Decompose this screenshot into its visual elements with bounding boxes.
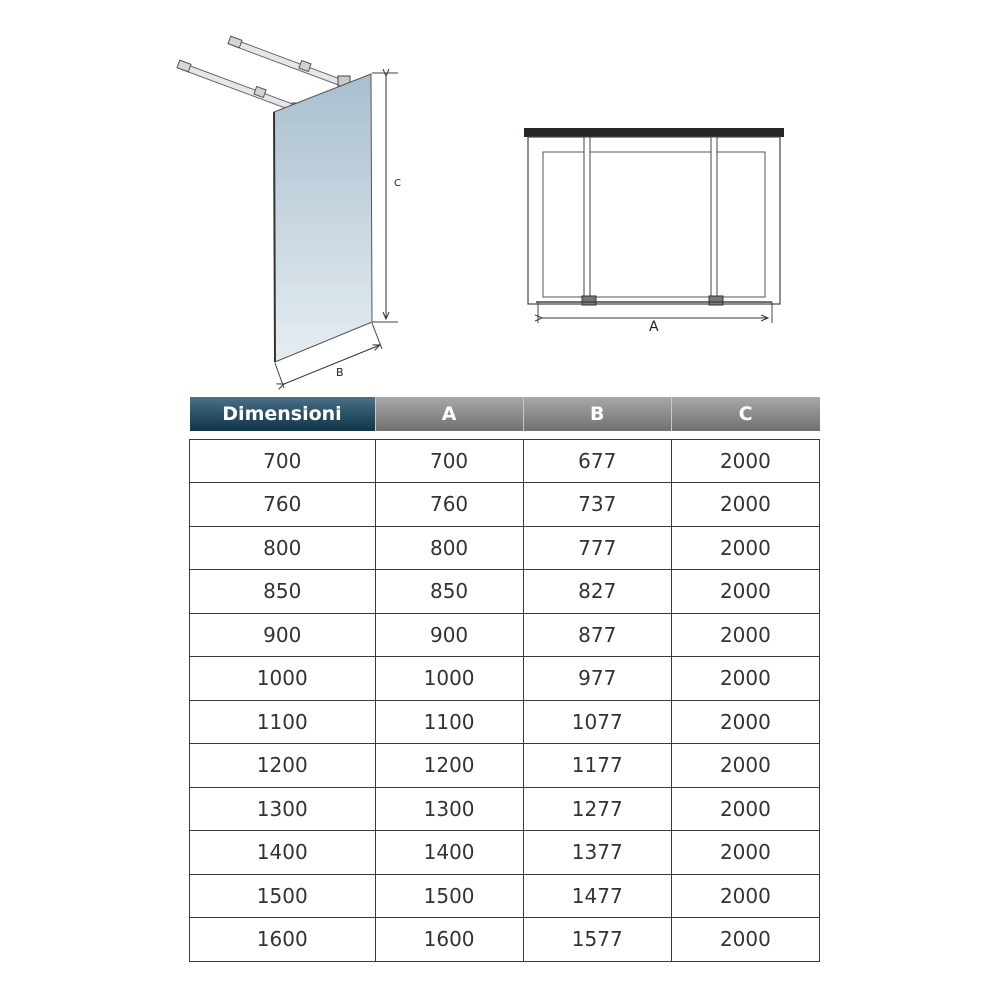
table-row [190,874,820,918]
header-c: C [671,397,819,431]
glass-panel [274,74,372,362]
cell-dimensioni: 800 [190,526,376,570]
cell-dimensioni: 1000 [190,657,376,701]
cell-b: 1277 [523,787,671,831]
support-arm-lower [177,60,304,113]
table-row [190,526,820,570]
cell-b: 1377 [523,831,671,875]
table-row [190,613,820,657]
cell-c: 2000 [671,831,819,875]
cell-c: 2000 [671,483,819,527]
dimension-a [538,302,772,335]
cell-a: 900 [375,613,523,657]
table-header-row [190,397,820,431]
cell-b: 737 [523,483,671,527]
header-b: B [523,397,671,431]
dimension-c [372,73,401,322]
table-row [190,918,820,962]
cell-b: 1477 [523,874,671,918]
cell-c: 2000 [671,700,819,744]
table-row [190,657,820,701]
cell-b: 877 [523,613,671,657]
ceiling-bar [524,128,784,137]
cell-b: 677 [523,439,671,483]
cell-c: 2000 [671,787,819,831]
cell-b: 1077 [523,700,671,744]
dimensions-table [189,397,820,962]
cell-b: 777 [523,526,671,570]
table-row [190,483,820,527]
cell-dimensioni: 1200 [190,744,376,788]
header-dimensioni: Dimensioni [190,397,376,431]
cell-c: 2000 [671,874,819,918]
table-row [190,787,820,831]
panel-perspective-view [177,36,401,388]
cell-c: 2000 [671,744,819,788]
cell-b: 1577 [523,918,671,962]
cell-dimensioni: 1600 [190,918,376,962]
cell-a: 1200 [375,744,523,788]
cell-dimensioni: 900 [190,613,376,657]
cell-dimensioni: 1500 [190,874,376,918]
support-arm-upper [228,36,350,86]
cell-a: 1400 [375,831,523,875]
header-a: A [375,397,523,431]
panel-front-view [524,128,784,335]
cell-a: 1000 [375,657,523,701]
table-row [190,570,820,614]
table-row [190,700,820,744]
cell-c: 2000 [671,526,819,570]
cell-b: 1177 [523,744,671,788]
cell-a: 760 [375,483,523,527]
cell-a: 700 [375,439,523,483]
cell-c: 2000 [671,570,819,614]
cell-dimensioni: 1300 [190,787,376,831]
table-row [190,744,820,788]
dimension-drawings [0,0,1000,400]
dimension-a-label: A [649,319,659,335]
cell-b: 977 [523,657,671,701]
cell-a: 850 [375,570,523,614]
cell-dimensioni: 760 [190,483,376,527]
cell-dimensioni: 1400 [190,831,376,875]
cell-c: 2000 [671,918,819,962]
cell-c: 2000 [671,657,819,701]
cell-a: 800 [375,526,523,570]
cell-dimensioni: 700 [190,439,376,483]
cell-a: 1500 [375,874,523,918]
dimension-b-label: B [336,366,344,379]
dimension-c-label: C [394,178,401,189]
cell-c: 2000 [671,439,819,483]
panel-outer-frame [528,137,780,304]
cell-a: 1100 [375,700,523,744]
cell-b: 827 [523,570,671,614]
cell-dimensioni: 850 [190,570,376,614]
cell-a: 1600 [375,918,523,962]
cell-a: 1300 [375,787,523,831]
table-row [190,439,820,483]
table-row [190,831,820,875]
cell-dimensioni: 1100 [190,700,376,744]
cell-c: 2000 [671,613,819,657]
